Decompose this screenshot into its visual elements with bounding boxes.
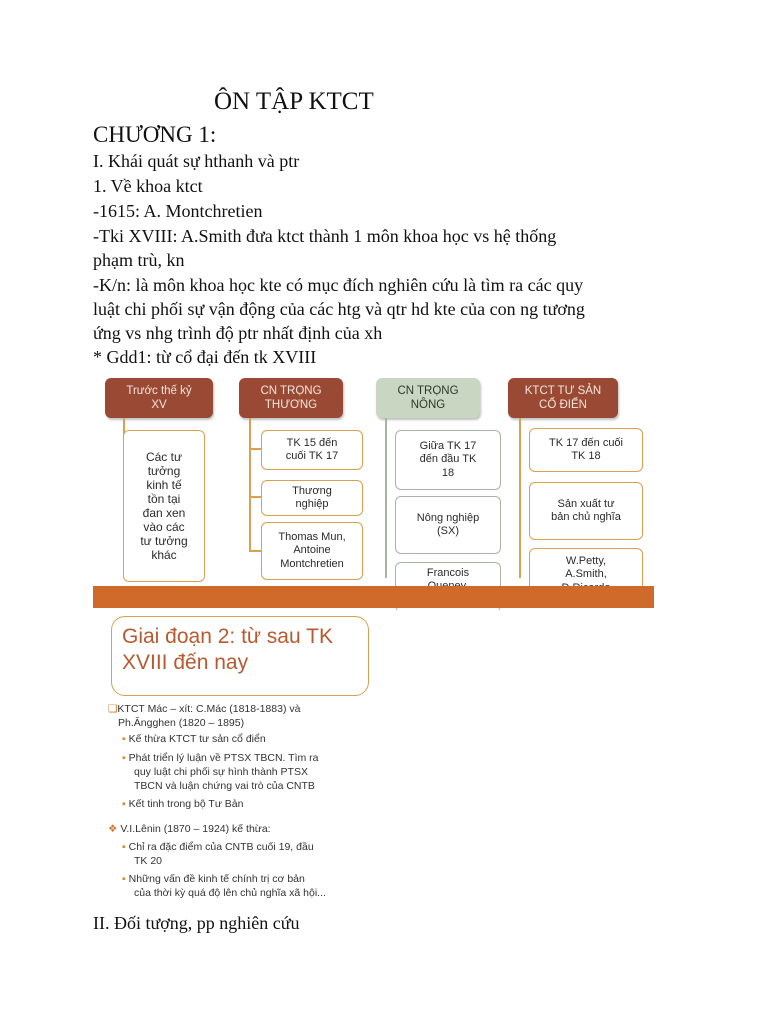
box-17th-to-end-18th-century: TK 17 đến cuối TK 18 [529,428,643,472]
marx-heading-cont: Ph.Ăngghen (1820 – 1895) [118,717,245,729]
marx-point-2: ▪ Phát triển lý luận về PTSX TBCN. Tìm ra [122,752,319,764]
square-bullet-icon: ❑ [108,703,118,715]
box-commerce: Thương nghiệp [261,480,363,516]
box-15th-to-17th-century: TK 15 đến cuối TK 17 [261,430,363,470]
box-mid-17th-to-18th-century: Giữa TK 17 đến đầu TK 18 [395,430,501,490]
text-line-definition-cont1: luật chi phối sự vận động của các htg và qtr hd kte của con ng tương [93,299,585,319]
connector [249,496,261,498]
lenin-point-2-cont: của thời kỳ quá độ lên chủ nghĩa xã hội... [134,887,326,899]
text-line-definition: -K/n: là môn khoa học kte có mục đích nghiên cứu là tìm ra các quy [93,275,584,295]
document-title: ÔN TẬP KTCT [214,88,374,115]
lenin-point-1-cont: TK 20 [134,855,163,867]
text-line-smith: -Tki XVIII: A.Smith đưa ktct thành 1 môn khoa học vs hệ thống [93,226,557,246]
lenin-point-1: ▪ Chỉ ra đặc điểm của CNTB cuối 19, đầu [122,841,314,853]
chapter-heading: CHƯƠNG 1: [93,122,217,147]
subsection-heading: 1. Về khoa ktct [93,176,203,196]
bullet-icon: ▪ [122,841,126,853]
diamond-bullet-icon: ❖ [108,823,118,835]
connector [249,550,261,552]
header-before-15th-century: Trước thế kỷ XV [105,378,213,418]
marx-point-2-cont1: quy luật chi phối sự hình thành PTSX [134,766,308,778]
text-line-definition-cont2: ứng vs nhg trình độ ptr nhất định của xh [93,323,383,343]
header-classical-bourgeois: KTCT TƯ SẢN CỔ ĐIỂN [508,378,618,418]
bullet-icon: ▪ [122,873,126,885]
box-capitalist-production: Sản xuất tư bản chủ nghĩa [529,482,643,540]
marx-point-2-cont2: TBCN và luận chứng vai trò của CNTB [134,780,315,792]
timeline-bar [93,586,654,608]
marx-point-3: ▪ Kết tinh trong bộ Tư Bản [122,798,244,810]
section-heading-2: II. Đối tượng, pp nghiên cứu [93,913,300,933]
text-line-stage1: * Gdd1: từ cổ đại đến tk XVIII [93,347,317,367]
stage-2-slide [108,614,370,910]
timeline-diagram [93,372,654,610]
box-quesnay-turgot: Francois [395,562,501,610]
bullet-icon: ▪ [122,733,126,745]
box-mixed-economic-thought: Các tư tưởng kinh tế tồn tại đan xen vào các tư tưởng khác [123,430,205,582]
slide-title: Giai đoạn 2: từ sau TK XVIII đến nay [111,616,369,696]
text-line-1615: -1615: A. Montchretien [93,201,263,221]
box-petty-smith-ricardo: W.Petty, A.Smith, [529,548,643,602]
marx-heading: ❑KTCT Mác – xít: C.Mác (1818-1883) và [108,703,301,715]
bullet-icon: ▪ [122,798,126,810]
connector [249,418,251,552]
bullet-icon: ▪ [122,752,126,764]
header-mercantilism: CN TRỌNG THƯƠNG [239,378,343,418]
lenin-heading: ❖ V.I.Lênin (1870 – 1924) kế thừa: [108,823,271,835]
section-heading-1: I. Khái quát sự hthanh và ptr [93,151,300,171]
connector [249,448,261,450]
marx-point-1: ▪ Kế thừa KTCT tư sản cổ điển [122,733,266,745]
box-thomas-mun: Thomas Mun, Antoine Montchretien [261,522,363,580]
connector [519,418,521,578]
lenin-point-2: ▪ Những vấn đề kinh tế chính trị cơ bản [122,873,305,885]
connector [385,418,387,578]
text-line-smith-cont: phạm trù, kn [93,250,185,270]
header-physiocracy: CN TRỌNG NÔNG [376,378,480,418]
box-agriculture: Nông nghiệp (SX) [395,496,501,554]
